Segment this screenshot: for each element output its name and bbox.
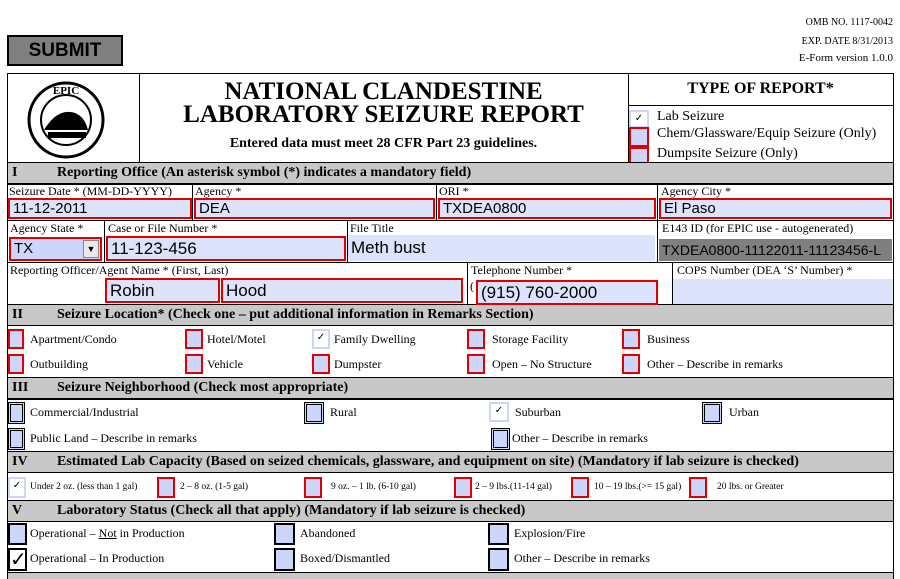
eform-version: E-Form version 1.0.0 [798,52,893,64]
telephone-input[interactable]: (915) 760-2000 [476,280,658,305]
checkbox[interactable] [312,354,330,374]
option-label: Hotel/Motel [207,332,266,346]
officer-last-name-input[interactable]: Hood [221,278,463,303]
cops-label: COPS Number (DEA ‘S’ Number) * [677,263,853,277]
expiration-date: EXP. DATE 8/31/2013 [801,36,893,47]
option-label: Business [647,332,690,346]
section4-title: Estimated Lab Capacity (Based on seized chemicals, glassware, and equipment on site) (Mandatory if lab seizure is checked) [57,454,799,469]
telephone-label: Telephone Number * [471,263,573,277]
agency-input[interactable]: DEA [194,198,435,219]
option-label: 20 lbs. or Greater [717,482,784,492]
omb-number: OMB NO. 1117-0042 [805,17,893,28]
checkbox[interactable] [8,402,25,424]
checkbox[interactable] [185,329,203,349]
section2-title: Seizure Location* (Check one – put additional information in Remarks Section) [57,307,534,322]
option-label: 2 – 9 lbs.(11-14 gal) [475,482,552,492]
option-label [30,526,185,541]
checkbox[interactable] [274,523,295,545]
option-label: Other – Describe in remarks [647,357,783,371]
form-subtitle: Entered data must meet 28 CFR Part 23 guidelines. [229,136,538,151]
checked-report-type-checkbox[interactable]: ✓ [629,110,649,128]
divider [657,184,658,262]
checkbox[interactable] [157,477,175,498]
checkbox[interactable] [304,477,322,498]
option-label: Rural [330,405,357,419]
agency-city-input[interactable]: El Paso [659,198,892,219]
section3-title: Seizure Neighborhood (Check most appropriate) [57,380,349,395]
option-label: Storage Facility [492,332,569,346]
option-label-part: Not [98,526,117,540]
svg-text:EPIC: EPIC [52,85,80,97]
officer-name-label: Reporting Officer/Agent Name * (First, Last) [10,263,229,277]
file-title-label: File Title [350,221,394,235]
checkbox[interactable] [622,329,640,349]
report-type-label: Dumpsite Seizure (Only) [657,146,798,161]
option-label: Suburban [515,405,561,419]
checkbox[interactable] [467,329,485,349]
ori-input[interactable]: TXDEA0800 [438,198,656,219]
checkbox[interactable] [702,402,722,424]
option-label: Public Land – Describe in remarks [30,431,197,445]
divider [467,262,468,304]
checkbox[interactable] [467,354,485,374]
section4-number: IV [12,454,28,469]
file-title-input[interactable]: Meth bust [348,235,655,261]
divider [192,184,193,220]
checkbox[interactable] [622,354,640,374]
telephone-paren: ( [470,279,474,293]
divider [628,105,893,106]
checkbox[interactable] [491,428,510,450]
checkbox[interactable] [304,402,324,424]
option-label-part: in Production [116,526,185,540]
seizure-date-input[interactable]: 11-12-2011 [8,198,192,219]
checked-checkbox[interactable]: ✓ [312,329,330,349]
officer-first-name-input[interactable]: Robin [105,278,220,303]
divider [7,521,893,522]
checkbox[interactable] [571,477,589,498]
section3-number: III [12,380,29,395]
checkbox[interactable] [488,548,509,571]
checked-checkbox[interactable]: ✓ [10,549,27,571]
report-type-label: Lab Seizure [657,109,725,124]
ori-label: ORI * [439,184,469,198]
section6-header [8,572,893,579]
agency-state-value: TX [14,240,34,257]
checkbox[interactable] [8,523,27,545]
section2-number: II [12,307,23,322]
checkbox[interactable] [274,548,295,571]
e143-id-field: TXDEA0800-11122011-11123456-L [659,239,892,261]
option-label-part: Operational – [30,526,99,540]
section5-number: V [12,503,23,518]
e143-label: E143 ID (for EPIC use - autogenerated) [662,221,854,235]
cops-number-input[interactable] [673,279,893,304]
option-label: Boxed/Dismantled [300,551,390,565]
option-label: Other – Describe in remarks [512,431,648,445]
option-label: 2 – 8 oz. (1-5 gal) [180,482,249,492]
option-label: Dumpster [334,357,382,371]
checkbox[interactable] [454,477,472,498]
option-label: Other – Describe in remarks [514,551,650,565]
option-label: 10 – 19 lbs.(>= 15 gal) [594,482,682,492]
checkbox[interactable] [8,354,24,374]
checkbox[interactable] [488,523,509,545]
submit-button[interactable]: SUBMIT [7,35,123,66]
type-of-report-heading: TYPE OF REPORT* [687,80,834,97]
case-number-label: Case or File Number * [108,221,218,235]
epic-logo [26,80,106,160]
option-label: Operational – In Production [30,551,165,565]
option-label: Commercial/Industrial [30,405,139,419]
section1-title: Reporting Office (An asterisk symbol (*) indicates a mandatory field) [57,165,472,180]
report-type-checkbox[interactable] [629,127,649,147]
option-label: Explosion/Fire [514,526,586,540]
option-label: 9 oz. – 1 lb. (6-10 gal) [331,482,416,492]
checkbox[interactable] [185,354,203,374]
option-label: Abandoned [300,526,356,540]
option-label: Open – No Structure [492,357,592,371]
agency-city-label: Agency City * [661,184,731,198]
checkbox[interactable] [8,329,24,349]
agency-state-label: Agency State * [10,221,84,235]
option-label: Family Dwelling [334,332,416,346]
section5-title: Laboratory Status (Check all that apply) (Mandatory if lab seizure is checked) [57,503,526,518]
option-label: Under 2 oz. (less than 1 gal) [30,482,138,492]
divider [436,184,437,220]
section1-number: I [12,165,18,180]
checkbox[interactable] [689,477,707,498]
option-label: Urban [729,405,759,419]
form-title-line2: LABORATORY SEIZURE REPORT [183,101,584,128]
option-label: Vehicle [207,357,243,371]
agency-label: Agency * [195,184,242,198]
checked-checkbox[interactable]: ✓ [489,402,509,422]
divider [104,220,105,262]
form-title-line1: NATIONAL CLANDESTINE [224,78,543,105]
option-label: Apartment/Condo [30,332,117,346]
report-type-label: Chem/Glassware/Equip Seizure (Only) [657,126,877,141]
divider [893,73,894,579]
checked-checkbox[interactable]: ✓ [8,477,26,498]
chevron-down-icon[interactable]: ▼ [83,240,99,258]
case-number-input[interactable]: 11-123-456 [106,236,346,261]
divider [7,399,893,400]
option-label: Outbuilding [30,357,89,371]
checkbox[interactable] [8,428,25,450]
seizure-date-label: Seizure Date * (MM-DD-YYYY) [9,184,172,198]
